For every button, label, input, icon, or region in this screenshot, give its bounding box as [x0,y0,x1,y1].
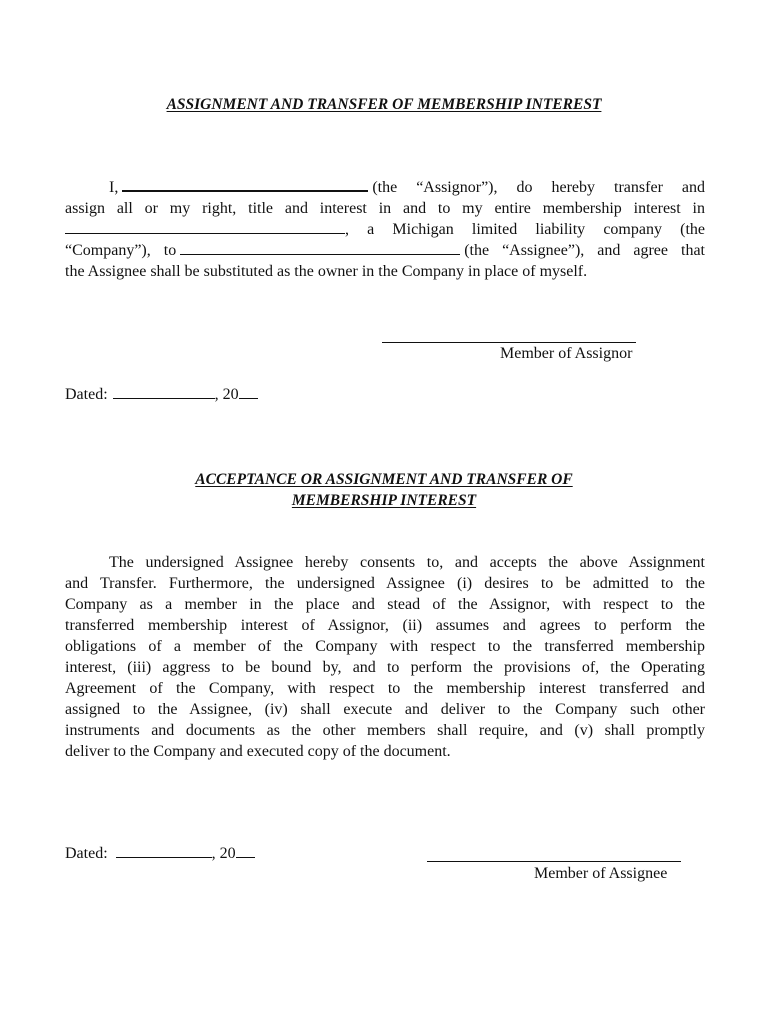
paragraph-line: instruments and documents as the other members shall require, and (v) shall promptly [65,722,705,739]
paragraph-line [65,219,705,240]
paragraph-line: transferred membership interest of Assignor, (ii) assumes and agrees to perform the [65,617,705,634]
assignee-signature-label: Member of Assignee [534,865,668,882]
assignment-paragraph [65,176,705,282]
company-clause-text: , a Michigan limited liability company (the [345,221,705,238]
paragraph-line [65,240,705,261]
paragraph-line: Company as a member in the place and stead of the Assignor, with respect to the [65,596,705,613]
paragraph-line: assigned to the Assignee, (iv) shall execute and deliver to the Company such other [65,701,705,718]
paragraph-line: deliver to the Company and executed copy of the document. [65,743,451,760]
assignment-title: ASSIGNMENT AND TRANSFER OF MEMBERSHIP INTEREST [166,96,602,113]
assignment-dated-line [65,384,258,405]
assignor-name-blank[interactable] [122,176,368,192]
company-name-blank[interactable] [65,219,345,234]
company-to-text: “Company”), to [65,242,177,259]
paragraph-line: interest, (iii) aggress to be bound by, and to perform the provisions of, the Operating [65,659,705,676]
assignee-name-blank[interactable] [180,240,460,255]
paragraph-line [65,176,705,198]
acceptance-title-line1: ACCEPTANCE OR ASSIGNMENT AND TRANSFER OF [195,471,573,488]
date-blank[interactable] [113,384,215,399]
assignee-signature-line[interactable] [427,861,681,862]
paragraph-line: and Transfer. Furthermore, the undersigned Assignee (i) desires to be admitted to the [65,575,705,592]
dated-year-text: , 20 [214,386,239,403]
assignee-clause-text: (the “Assignee”), and agree that [464,242,705,259]
paragraph-line: obligations of a member of the Company with respect to the transferred membership [65,638,705,655]
acceptance-dated-line [65,843,255,864]
acceptance-title-line2: MEMBERSHIP INTEREST [291,492,477,509]
acceptance-paragraph [65,552,705,762]
dated-label: Dated: [65,845,108,862]
assignor-intro-text: I, [109,179,119,196]
paragraph-line: assign all or my right, title and interest in and to my entire membership interest in [65,200,705,217]
year-blank[interactable] [236,843,255,858]
assignor-signature-label: Member of Assignor [500,345,633,362]
dated-label: Dated: [65,386,108,403]
paragraph-line: The undersigned Assignee hereby consents to, and accepts the above Assignment [109,554,705,571]
paragraph-line: Agreement of the Company, with respect to the membership interest transferred and [65,680,705,697]
assignor-clause-text: (the “Assignor”), do hereby transfer and [372,179,705,196]
date-blank[interactable] [116,843,212,858]
year-blank[interactable] [239,384,258,399]
acceptance-title [0,469,768,511]
paragraph-line: the Assignee shall be substituted as the owner in the Company in place of myself. [65,263,588,280]
dated-year-text: , 20 [211,845,236,862]
